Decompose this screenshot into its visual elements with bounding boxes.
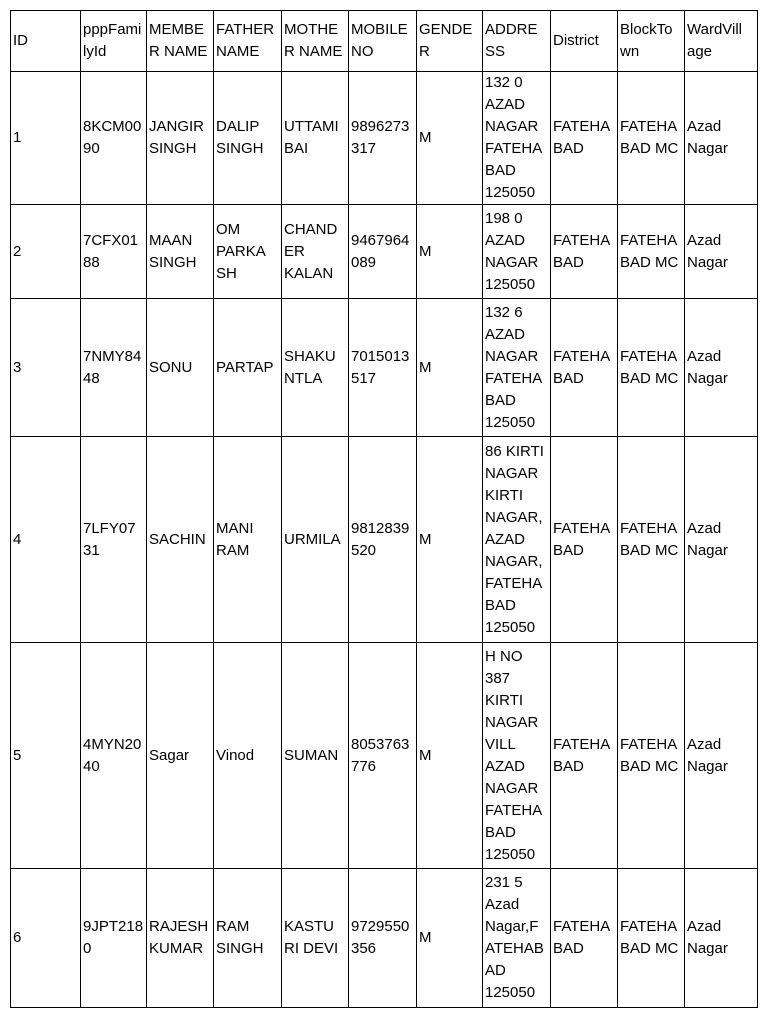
table-row <box>11 205 758 299</box>
header-address-text: SS <box>485 43 506 60</box>
cell-address-text: ATEHAB <box>485 940 544 957</box>
cell-ward-village-text: Nagar <box>687 757 728 775</box>
cell-gender-text: M <box>419 242 432 260</box>
cell-district-text: BAD <box>553 757 584 775</box>
cell-address-text: 231 5 <box>485 874 523 891</box>
cell-gender-text: M <box>419 358 432 376</box>
cell-ward-village-text: Azad <box>687 918 722 935</box>
cell-mother-name-text: SHAKU <box>284 347 336 365</box>
cell-family-id-text: 9JPT218 <box>83 918 144 935</box>
cell-district-text: FATEHA <box>553 918 611 935</box>
cell-address-text: 125050 <box>485 845 536 863</box>
header-father-name-text: NAME <box>216 43 260 60</box>
cell-district <box>551 205 618 299</box>
cell-address-text: FATEHA <box>485 369 543 387</box>
cell-address <box>483 205 551 299</box>
cell-father-name <box>214 643 282 869</box>
cell-id <box>11 437 81 643</box>
cell-mother-name <box>282 643 349 869</box>
cell-district <box>551 299 618 437</box>
cell-mother-name-text: KALAN <box>284 264 334 282</box>
cell-family-id <box>81 299 147 437</box>
cell-address <box>483 299 551 437</box>
cell-id <box>11 643 81 869</box>
cell-member-name-text: JANGIR <box>149 118 205 135</box>
table-row <box>11 437 758 643</box>
cell-member-name <box>147 205 214 299</box>
cell-father-name-text: RAM <box>216 918 250 935</box>
cell-address-text: BAD <box>485 391 516 409</box>
header-district <box>551 11 618 72</box>
header-gender-text: GENDE <box>419 21 473 38</box>
cell-address-text: AZAD <box>485 231 526 249</box>
header-block-town-text: wn <box>620 43 640 60</box>
cell-district-text: BAD <box>553 541 584 559</box>
cell-address <box>483 437 551 643</box>
cell-family-id-text: 0 <box>83 940 92 957</box>
cell-mobile-text: 8053763 <box>351 735 410 753</box>
cell-address-text: NAGAR <box>485 118 539 135</box>
cell-id <box>11 205 81 299</box>
family-records-table <box>10 10 758 1008</box>
cell-ward-village-text: Azad <box>687 231 722 249</box>
header-ward-village-text: age <box>687 43 713 60</box>
cell-mobile-text: 9729550 <box>351 918 410 935</box>
cell-district-text: BAD <box>553 940 584 957</box>
cell-mother-name-text: UTTAMI <box>284 118 339 135</box>
cell-address-text: KIRTI <box>485 486 524 504</box>
cell-address-text: AZAD <box>485 530 526 548</box>
header-member-name-text: MEMBE <box>149 21 205 38</box>
cell-mobile-text: 520 <box>351 541 377 559</box>
cell-member-name-text: SINGH <box>149 140 197 157</box>
header-mobile-text: NO <box>351 43 374 60</box>
cell-mother-name-text: ER <box>284 242 305 260</box>
cell-address <box>483 869 551 1008</box>
cell-gender-text: M <box>419 746 432 764</box>
cell-district-text: BAD <box>553 253 584 271</box>
cell-gender <box>417 437 483 643</box>
cell-family-id-text: 7LFY07 <box>83 519 136 537</box>
cell-member-name <box>147 437 214 643</box>
cell-family-id <box>81 643 147 869</box>
cell-address-text: FATEHA <box>485 801 543 819</box>
cell-address-text: 86 KIRTI <box>485 442 544 460</box>
cell-address-text: FATEHA <box>485 140 543 157</box>
cell-mother-name-text: NTLA <box>284 369 323 387</box>
cell-father-name-text: SH <box>216 264 237 282</box>
cell-father-name-text: MANI <box>216 519 254 537</box>
cell-address-text: 132 0 <box>485 74 523 91</box>
cell-mobile <box>349 869 417 1008</box>
cell-member-name-text: MAAN <box>149 231 193 249</box>
cell-district-text: FATEHA <box>553 519 611 537</box>
cell-address <box>483 643 551 869</box>
cell-district <box>551 72 618 205</box>
header-family-id-text: pppFami <box>83 21 142 38</box>
header-district-text: District <box>553 32 599 49</box>
cell-block-town-text: BAD MC <box>620 757 679 775</box>
cell-father-name-text: PARKA <box>216 242 266 260</box>
cell-block-town-text: FATEHA <box>620 519 678 537</box>
cell-ward-village <box>685 72 758 205</box>
cell-block-town-text: FATEHA <box>620 118 678 135</box>
cell-father-name-text: RAM <box>216 541 250 559</box>
header-address-text: ADDRE <box>485 21 538 38</box>
cell-gender <box>417 72 483 205</box>
table-row <box>11 72 758 205</box>
cell-mother-name <box>282 72 349 205</box>
cell-mother-name-text: URMILA <box>284 530 341 548</box>
cell-address-text: KIRTI <box>485 691 524 709</box>
header-mother-name-text: MOTHE <box>284 21 339 38</box>
cell-mobile <box>349 299 417 437</box>
cell-mobile <box>349 643 417 869</box>
cell-address-text: NAGAR <box>485 464 539 482</box>
cell-address-text: 125050 <box>485 413 536 431</box>
cell-address-text: 125050 <box>485 618 536 636</box>
cell-address-text: VILL <box>485 735 516 753</box>
cell-member-name <box>147 299 214 437</box>
cell-district <box>551 437 618 643</box>
header-gender-text: R <box>419 43 430 60</box>
cell-district-text: FATEHA <box>553 118 611 135</box>
cell-ward-village-text: Azad <box>687 347 722 365</box>
cell-father-name-text: PARTAP <box>216 358 274 376</box>
cell-gender-text: M <box>419 129 432 146</box>
cell-block-town-text: FATEHA <box>620 347 678 365</box>
cell-id-text: 1 <box>13 129 22 146</box>
cell-father-name <box>214 869 282 1008</box>
header-address <box>483 11 551 72</box>
cell-member-name-text: RAJESH <box>149 918 209 935</box>
header-mobile <box>349 11 417 72</box>
cell-block-town <box>618 437 685 643</box>
cell-address-text: FATEHA <box>485 574 543 592</box>
cell-district <box>551 869 618 1008</box>
header-ward-village-text: WardVill <box>687 21 743 38</box>
cell-block-town <box>618 205 685 299</box>
cell-family-id-text: 31 <box>83 541 100 559</box>
cell-gender-text: M <box>419 530 432 548</box>
cell-block-town <box>618 72 685 205</box>
cell-id <box>11 299 81 437</box>
cell-address-text: NAGAR, <box>485 552 543 570</box>
cell-ward-village-text: Azad <box>687 519 722 537</box>
cell-member-name-text: KUMAR <box>149 940 204 957</box>
cell-address-text: AD <box>485 962 506 979</box>
header-gender <box>417 11 483 72</box>
cell-ward-village <box>685 643 758 869</box>
header-member-name-text: R NAME <box>149 43 208 60</box>
cell-gender <box>417 205 483 299</box>
cell-id-text: 3 <box>13 358 22 376</box>
cell-district-text: BAD <box>553 369 584 387</box>
cell-mobile-text: 517 <box>351 369 377 387</box>
cell-mobile-text: 9467964 <box>351 231 410 249</box>
cell-block-town-text: BAD MC <box>620 541 679 559</box>
cell-ward-village <box>685 437 758 643</box>
cell-father-name <box>214 72 282 205</box>
cell-ward-village-text: Azad <box>687 118 722 135</box>
header-member-name <box>147 11 214 72</box>
cell-member-name <box>147 869 214 1008</box>
cell-mobile <box>349 437 417 643</box>
header-row <box>11 11 758 72</box>
cell-member-name <box>147 643 214 869</box>
cell-family-id <box>81 437 147 643</box>
cell-father-name <box>214 299 282 437</box>
cell-block-town <box>618 869 685 1008</box>
cell-address-text: 387 <box>485 669 511 687</box>
cell-block-town <box>618 643 685 869</box>
cell-member-name-text: SINGH <box>149 253 197 271</box>
cell-address-text: NAGAR, <box>485 508 543 526</box>
header-block-town <box>618 11 685 72</box>
cell-address-text: 132 6 <box>485 303 523 321</box>
cell-address <box>483 72 551 205</box>
cell-block-town-text: FATEHA <box>620 231 678 249</box>
cell-id-text: 2 <box>13 242 22 260</box>
cell-district <box>551 643 618 869</box>
header-mother-name <box>282 11 349 72</box>
table-row <box>11 299 758 437</box>
cell-family-id-text: 48 <box>83 369 100 387</box>
cell-mobile <box>349 205 417 299</box>
cell-ward-village-text: Nagar <box>687 541 728 559</box>
cell-block-town-text: BAD MC <box>620 253 679 271</box>
cell-block-town-text: BAD MC <box>620 369 679 387</box>
cell-id-text: 4 <box>13 530 22 548</box>
cell-family-id-text: 4MYN20 <box>83 735 142 753</box>
cell-ward-village-text: Azad <box>687 735 722 753</box>
cell-mother-name-text: SUMAN <box>284 746 339 764</box>
cell-address-text: NAGAR <box>485 347 539 365</box>
cell-block-town-text: BAD MC <box>620 140 679 157</box>
cell-district-text: FATEHA <box>553 347 611 365</box>
cell-family-id-text: 8KCM00 <box>83 118 142 135</box>
cell-gender-text: M <box>419 929 432 946</box>
cell-family-id-text: 7NMY84 <box>83 347 142 365</box>
cell-address-text: BAD <box>485 596 516 614</box>
header-father-name-text: FATHER <box>216 21 275 38</box>
cell-family-id <box>81 205 147 299</box>
cell-ward-village-text: Nagar <box>687 940 728 957</box>
cell-district-text: FATEHA <box>553 735 611 753</box>
cell-address-text: BAD <box>485 162 516 179</box>
cell-member-name <box>147 72 214 205</box>
cell-block-town-text: FATEHA <box>620 735 678 753</box>
cell-father-name-text: DALIP <box>216 118 260 135</box>
cell-mother-name-text: BAI <box>284 140 309 157</box>
cell-mobile-text: 9812839 <box>351 519 410 537</box>
cell-district-text: FATEHA <box>553 231 611 249</box>
cell-gender <box>417 869 483 1008</box>
cell-address-text: AZAD <box>485 96 526 113</box>
cell-ward-village <box>685 869 758 1008</box>
cell-id-text: 5 <box>13 746 22 764</box>
cell-block-town-text: FATEHA <box>620 918 678 935</box>
cell-address-text: 198 0 <box>485 209 523 227</box>
cell-address-text: 125050 <box>485 184 536 201</box>
cell-family-id-text: 7CFX01 <box>83 231 139 249</box>
cell-family-id-text: 90 <box>83 140 100 157</box>
cell-block-town-text: BAD MC <box>620 940 679 957</box>
cell-ward-village <box>685 205 758 299</box>
cell-gender <box>417 299 483 437</box>
cell-mother-name <box>282 869 349 1008</box>
cell-mobile-text: 356 <box>351 940 377 957</box>
cell-district-text: BAD <box>553 140 584 157</box>
cell-address-text: H NO <box>485 647 523 665</box>
cell-ward-village-text: Nagar <box>687 140 728 157</box>
cell-block-town <box>618 299 685 437</box>
header-father-name <box>214 11 282 72</box>
cell-address-text: 125050 <box>485 984 536 1001</box>
cell-member-name-text: SACHIN <box>149 530 206 548</box>
cell-address-text: NAGAR <box>485 253 539 271</box>
cell-ward-village-text: Nagar <box>687 369 728 387</box>
cell-id-text: 6 <box>13 929 22 946</box>
cell-mother-name-text: RI DEVI <box>284 940 339 957</box>
cell-address-text: NAGAR <box>485 713 539 731</box>
cell-mother-name-text: KASTU <box>284 918 335 935</box>
header-mother-name-text: R NAME <box>284 43 343 60</box>
cell-address-text: AZAD <box>485 757 526 775</box>
cell-family-id-text: 88 <box>83 253 100 271</box>
header-ward-village <box>685 11 758 72</box>
cell-father-name <box>214 437 282 643</box>
header-id-text: ID <box>13 32 28 49</box>
header-block-town-text: BlockTo <box>620 21 673 38</box>
cell-id <box>11 869 81 1008</box>
cell-mobile-text: 776 <box>351 757 377 775</box>
cell-family-id <box>81 72 147 205</box>
cell-father-name-text: SINGH <box>216 140 264 157</box>
cell-mobile <box>349 72 417 205</box>
cell-address-text: Nagar,F <box>485 918 539 935</box>
cell-ward-village-text: Nagar <box>687 253 728 271</box>
table-row <box>11 869 758 1008</box>
cell-mother-name-text: CHAND <box>284 220 338 238</box>
cell-id <box>11 72 81 205</box>
cell-address-text: AZAD <box>485 325 526 343</box>
cell-mobile-text: 7015013 <box>351 347 410 365</box>
cell-father-name-text: SINGH <box>216 940 264 957</box>
header-family-id-text: lyId <box>83 43 107 60</box>
cell-mother-name <box>282 205 349 299</box>
cell-address-text: Azad <box>485 896 520 913</box>
cell-mother-name <box>282 437 349 643</box>
cell-family-id <box>81 869 147 1008</box>
cell-mobile-text: 317 <box>351 140 377 157</box>
header-family-id <box>81 11 147 72</box>
cell-member-name-text: SONU <box>149 358 193 376</box>
cell-gender <box>417 643 483 869</box>
cell-ward-village <box>685 299 758 437</box>
cell-address-text: 125050 <box>485 275 536 293</box>
cell-member-name-text: Sagar <box>149 746 190 764</box>
cell-family-id-text: 40 <box>83 757 100 775</box>
table-row <box>11 643 758 869</box>
cell-mobile-text: 9896273 <box>351 118 410 135</box>
cell-father-name-text: Vinod <box>216 746 255 764</box>
cell-mobile-text: 089 <box>351 253 377 271</box>
header-id <box>11 11 81 72</box>
cell-address-text: BAD <box>485 823 516 841</box>
cell-address-text: NAGAR <box>485 779 539 797</box>
cell-father-name-text: OM <box>216 220 241 238</box>
cell-mother-name <box>282 299 349 437</box>
header-mobile-text: MOBILE <box>351 21 408 38</box>
cell-father-name <box>214 205 282 299</box>
